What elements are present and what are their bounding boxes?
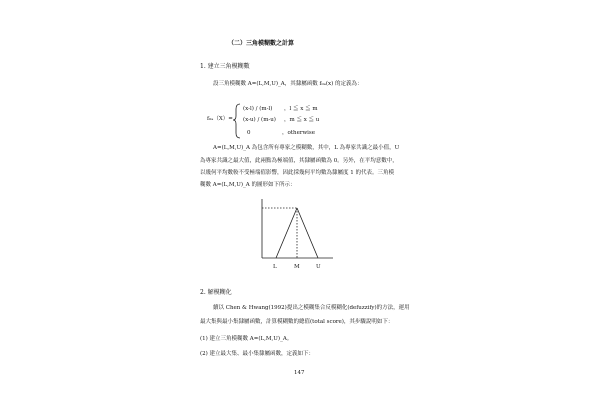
section-title: （二）三角模糊數之計算 xyxy=(228,40,295,47)
item1-heading: 1. 建立三角模糊數 xyxy=(200,63,250,70)
item1-paragraph-line-4: 糊數 A=(L,M,U)_A 的圖形如下所示： xyxy=(200,182,296,188)
page-number: 147 xyxy=(294,370,305,376)
item2-heading: 2. 解模糊化 xyxy=(200,289,232,296)
item2-step-1: (1) 建立三角模糊數 A=(L,M,U)_A。 xyxy=(200,336,293,342)
item2-paragraph-line-1: 續以 Chen & Hwang(1992)提出之模糊集合反模糊化(defuzzify)的方法，運用 xyxy=(213,305,410,311)
chart-label-u: U xyxy=(316,264,321,270)
item1-intro: 設三角模糊數 A=(L,M,U)_A，其隸屬函數 f₀ₐ(x) 的定義為： xyxy=(213,81,363,87)
item1-paragraph-line-3: 以幾何平均數較不受極端值影響，因此採幾何平均數為隸屬度 1 的代表。三角模 xyxy=(200,170,394,176)
item1-paragraph-line-2: 為專家共識之最大值，此兩點為極端值，其隸屬函數為 0。另外，在平均意數中， xyxy=(200,158,398,164)
chart-label-m: M xyxy=(294,264,300,270)
case-cond-3: ，otherwise xyxy=(282,130,315,136)
case-expr-3: 0 xyxy=(247,130,251,136)
item2-paragraph-line-2: 最大集與最小集隸屬函數，計算模糊數的總值(total score)，其步驟說明如下： xyxy=(200,319,394,325)
chart-label-l: L xyxy=(273,264,277,270)
case-cond-1: ，l ≦ x ≦ m xyxy=(284,106,318,112)
case-expr-2: (x-u) / (m-u) xyxy=(243,117,276,123)
function-lhs: f₀ₐ（X）= xyxy=(207,116,233,122)
item1-paragraph-line-1: A=(L,M,U)_A 為包含所有專家之模糊數，其中，L 為專家共識之最小值，U xyxy=(213,145,400,151)
item2-step-2: (2) 建立最大集、最小集隸屬函數，定義如下： xyxy=(200,351,315,357)
case-expr-1: (x-l) / (m-l) xyxy=(243,106,273,112)
case-cond-2: ，m ≦ x ≦ u xyxy=(284,117,320,123)
